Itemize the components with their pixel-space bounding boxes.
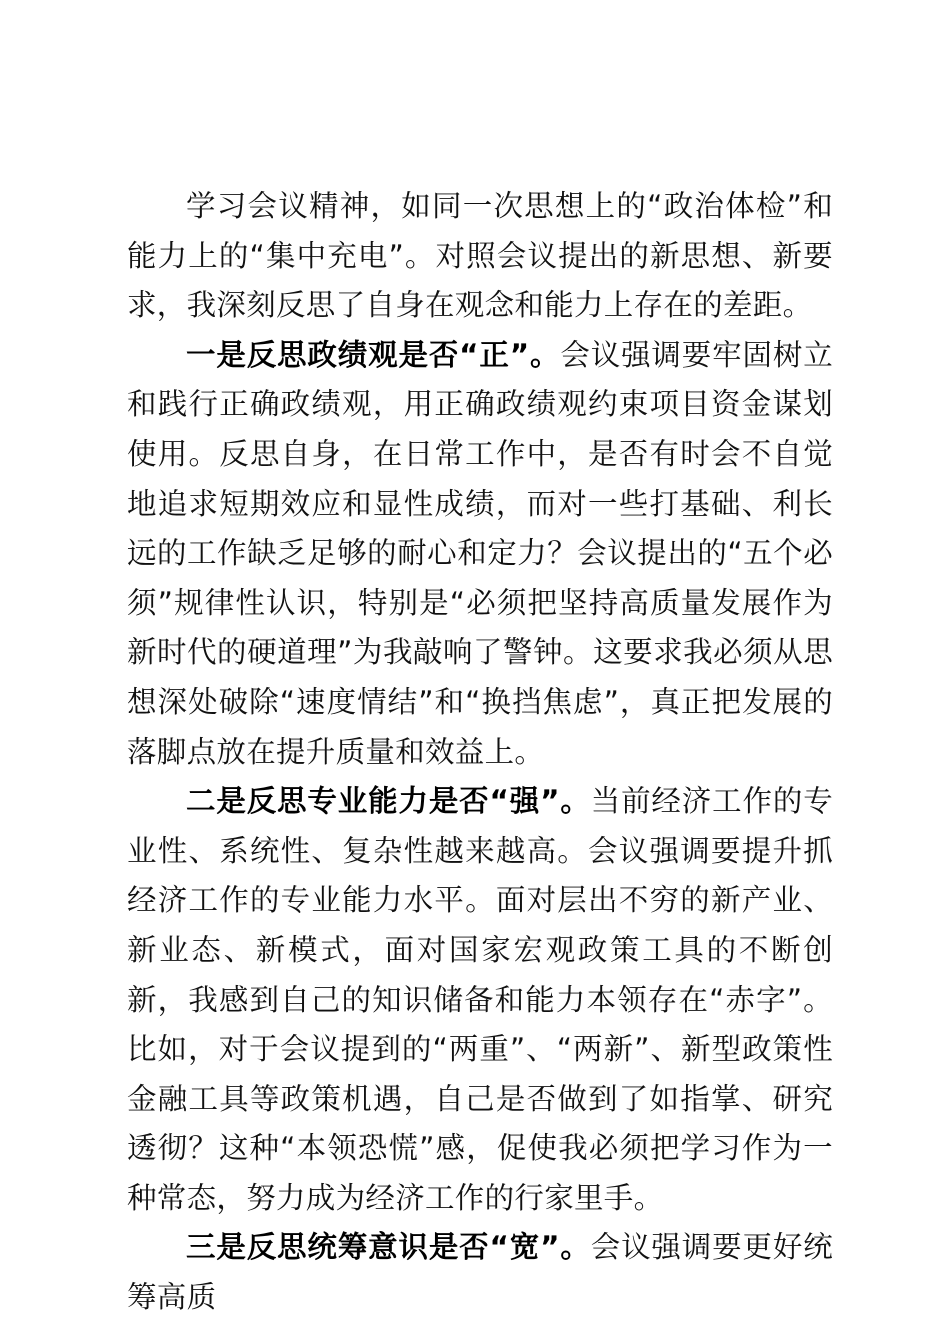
paragraph-text: 当前经济工作的专业性、系统性、复杂性越来越高。会议强调要提升抓经济工作的专业能力水平。面对层出不穷的新产业、新业态、新模式，面对国家宏观政策工具的不断创新，我感到自己的知识储备和能力本领存在“赤字”。比如，对于会议提到的“两重”、“两新”、新型政策性金融工具等政策机遇，自己是否做到了如指掌、研究透彻？这种“本领恐慌”感，促使我必须把学习作为一种常态，努力成为经济工作的行家里手。 xyxy=(127,784,833,1215)
document-body xyxy=(127,182,833,1323)
paragraph-professional-ability xyxy=(127,777,833,1223)
paragraph-lead: 二是反思专业能力是否“强”。 xyxy=(186,784,591,819)
paragraph-text: 会议强调要更好统筹高质 xyxy=(127,1230,833,1315)
paragraph-political-performance xyxy=(127,331,833,777)
paragraph-intro xyxy=(127,182,833,331)
paragraph-coordination-awareness xyxy=(127,1223,833,1322)
paragraph-text: 会议强调要牢固树立和践行正确政绩观，用正确政绩观约束项目资金谋划使用。反思自身，在日常工作中，是否有时会不自觉地追求短期效应和显性成绩，而对一些打基础、利长远的工作缺乏足够的耐心和定力？会议提出的“五个必须”规律性认识，特别是“必须把坚持高质量发展作为新时代的硬道理”为我敲响了警钟。这要求我必须从思想深处破除“速度情结”和“换挡焦虑”，真正把发展的落脚点放在提升质量和效益上。 xyxy=(127,337,833,769)
paragraph-lead: 一是反思政绩观是否“正”。 xyxy=(186,337,561,372)
paragraph-text: 学习会议精神，如同一次思想上的“政治体检”和能力上的“集中充电”。对照会议提出的新思想、新要求，我深刻反思了自身在观念和能力上存在的差距。 xyxy=(127,189,833,323)
paragraph-lead: 三是反思统筹意识是否“宽”。 xyxy=(186,1230,591,1265)
